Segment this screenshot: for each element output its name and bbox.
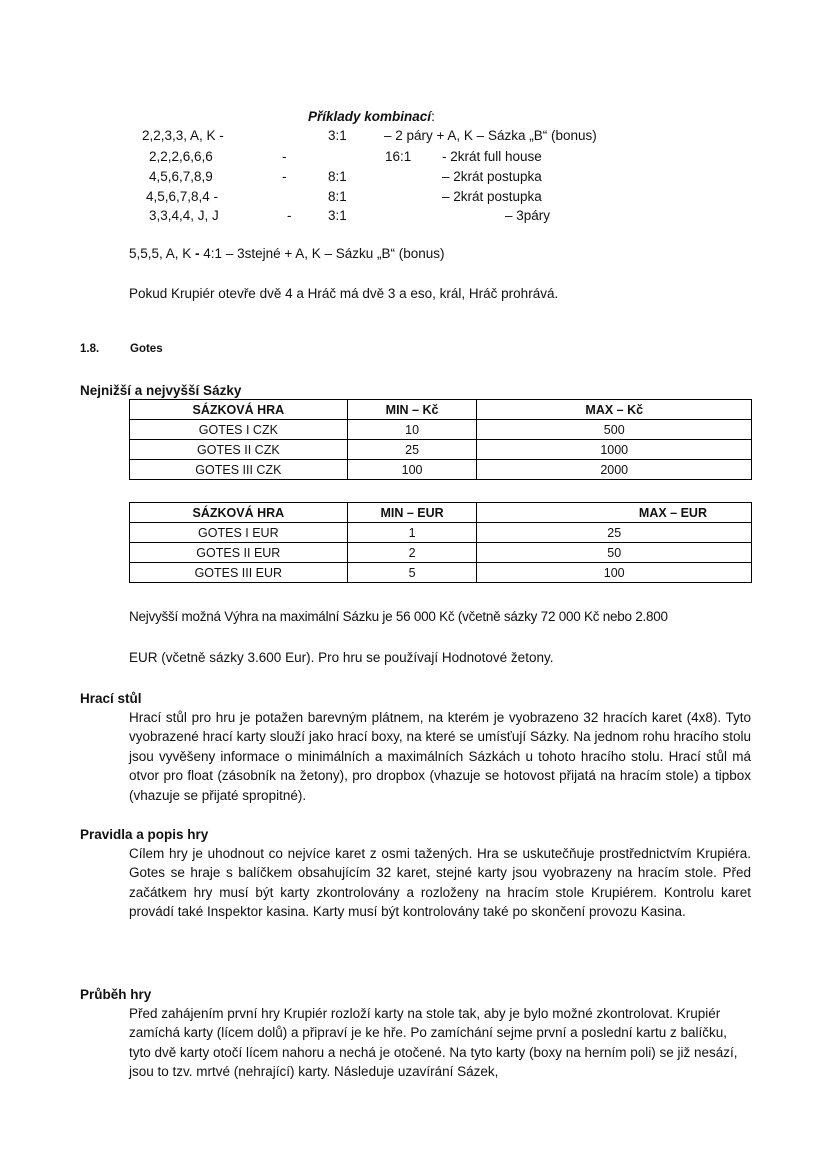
table-row bbox=[130, 460, 752, 480]
table-cell: 25 bbox=[347, 440, 477, 460]
section-number: 1.8. bbox=[80, 343, 100, 355]
table-cell: 2000 bbox=[477, 460, 752, 480]
example-dash: - bbox=[282, 169, 287, 184]
header-cell: MAX – Kč bbox=[477, 400, 752, 420]
example-ratio: 3:1 bbox=[328, 128, 347, 143]
limits-table-czk bbox=[129, 399, 752, 480]
table-section-heading: Hrací stůl bbox=[80, 691, 142, 706]
max-win-line-1: Nejvyšší možná Výhra na maximální Sázku je 56 000 Kč (včetně sázky 72 000 Kč nebo 2.800 bbox=[129, 609, 668, 624]
example-dash: - bbox=[287, 208, 292, 223]
table-cell: 5 bbox=[347, 563, 477, 583]
examples-title-text: Příklady kombinací bbox=[308, 109, 432, 124]
header-cell: SÁZKOVÁ HRA bbox=[130, 400, 348, 420]
table-cell: 10 bbox=[347, 420, 477, 440]
table-cell: GOTES II CZK bbox=[130, 440, 348, 460]
examples-note: Pokud Krupiér otevře dvě 4 a Hráč má dvě 3 a eso, král, Hráč prohrává. bbox=[129, 286, 559, 301]
limits-heading: Nejnižší a nejvyšší Sázky bbox=[80, 383, 242, 398]
example-combo: 2,2,3,3, A, K - bbox=[142, 128, 224, 143]
example-combo: 4,5,6,7,8,9 bbox=[149, 169, 213, 184]
table-cell: 100 bbox=[347, 460, 477, 480]
table-cell: 500 bbox=[477, 420, 752, 440]
table-cell: 1000 bbox=[477, 440, 752, 460]
table-row bbox=[130, 543, 752, 563]
rules-section-heading: Pravidla a popis hry bbox=[80, 827, 209, 842]
example-desc: – 2 páry + A, K – Sázka „B“ (bonus) bbox=[384, 128, 597, 143]
section-title: Gotes bbox=[130, 343, 163, 355]
table-section-text: Hrací stůl pro hru je potažen barevným plátnem, na kterém je vyobrazeno 32 hracích karet (4x8). Tyto vyobrazené hrací karty slouží jako hrací boxy, na které se umísťují Sázky. Na jednom rohu hracího stolu jsou vyvěšeny informace o minimálních a maximálních Sázkách u tohoto hracího stolu. Hrací stůl má otvor pro float (zásobník na žetony), pro dropbox (vhazuje se hotovost přijatá na hracím stole) a tipbox (vhazuje se přijaté spropitné). bbox=[129, 710, 751, 803]
rules-section-text: Cílem hry je uhodnout co nejvíce karet z osmi tažených. Hra se uskutečňuje prostřednictvím Krupiéra. Gotes se hraje s balíčkem obsahujícím 32 karet, stejné karty jsou vyobrazeny na hracím stole. Před začátkem hry musí být karty zkontrolovány a rozloženy na hracím stole Krupiérem. Kontrolu karet provádí také Inspektor kasina. Karty musí být kontrolovány také po skončení provozu Kasina. bbox=[129, 846, 751, 920]
example-ratio: 3:1 bbox=[328, 208, 347, 223]
table-cell: 2 bbox=[347, 543, 477, 563]
limits-table-eur bbox=[129, 502, 752, 583]
example-ratio: 8:1 bbox=[328, 189, 347, 204]
table-cell: 1 bbox=[347, 523, 477, 543]
example-dash: - bbox=[282, 149, 287, 164]
example-desc: – 2krát postupka bbox=[442, 169, 542, 184]
example-combo: 3,3,4,4, J, J bbox=[149, 208, 219, 223]
example-ratio: 8:1 bbox=[328, 169, 347, 184]
table-cell: 50 bbox=[477, 543, 752, 563]
table-cell: GOTES III CZK bbox=[130, 460, 348, 480]
header-cell: MAX – EUR bbox=[477, 503, 752, 523]
table-cell: GOTES III EUR bbox=[130, 563, 348, 583]
header-cell: MIN – Kč bbox=[347, 400, 477, 420]
table-row bbox=[130, 523, 752, 543]
header-cell: SÁZKOVÁ HRA bbox=[130, 503, 348, 523]
table-cell: GOTES I EUR bbox=[130, 523, 348, 543]
example-desc: – 3páry bbox=[505, 208, 551, 223]
table-cell: GOTES I CZK bbox=[130, 420, 348, 440]
table-header-row bbox=[130, 400, 752, 420]
table-row bbox=[130, 563, 752, 583]
example-extra-line: 5,5,5, A, K - 4:1 – 3stejné + A, K – Sázku „B“ (bonus) bbox=[129, 246, 445, 261]
example-ratio: 16:1 bbox=[385, 149, 412, 164]
table-cell: GOTES II EUR bbox=[130, 543, 348, 563]
header-cell: MIN – EUR bbox=[347, 503, 477, 523]
course-section-text: Před zahájením první hry Krupiér rozloží karty na stole tak, aby je bylo možné zkontrolovat. Krupiér zamíchá karty (lícem dolů) a připraví je ke hře. Po zamíchání sejme první a poslední kartu z balíčku, tyto dvě karty otočí lícem nahoru a nechá je otočené. Na tyto karty (boxy na herním poli) se již nesází, jsou to tzv. mrtvé (nehrající) karty. Následuje uzavírání Sázek, bbox=[129, 1006, 738, 1080]
examples-title: Příklady kombinací: bbox=[308, 109, 435, 124]
max-win-line-2: EUR (včetně sázky 3.600 Eur). Pro hru se používají Hodnotové žetony. bbox=[129, 650, 554, 665]
example-combo: 4,5,6,7,8,4 - bbox=[146, 189, 219, 204]
example-desc: - 2krát full house bbox=[442, 149, 542, 164]
table-cell: 100 bbox=[477, 563, 752, 583]
table-row bbox=[130, 440, 752, 460]
table-cell: 25 bbox=[477, 523, 752, 543]
table-row bbox=[130, 420, 752, 440]
example-combo: 2,2,2,6,6,6 bbox=[149, 149, 213, 164]
course-section-heading: Průběh hry bbox=[80, 987, 152, 1002]
example-desc: – 2krát postupka bbox=[442, 189, 542, 204]
table-header-row bbox=[130, 503, 752, 523]
